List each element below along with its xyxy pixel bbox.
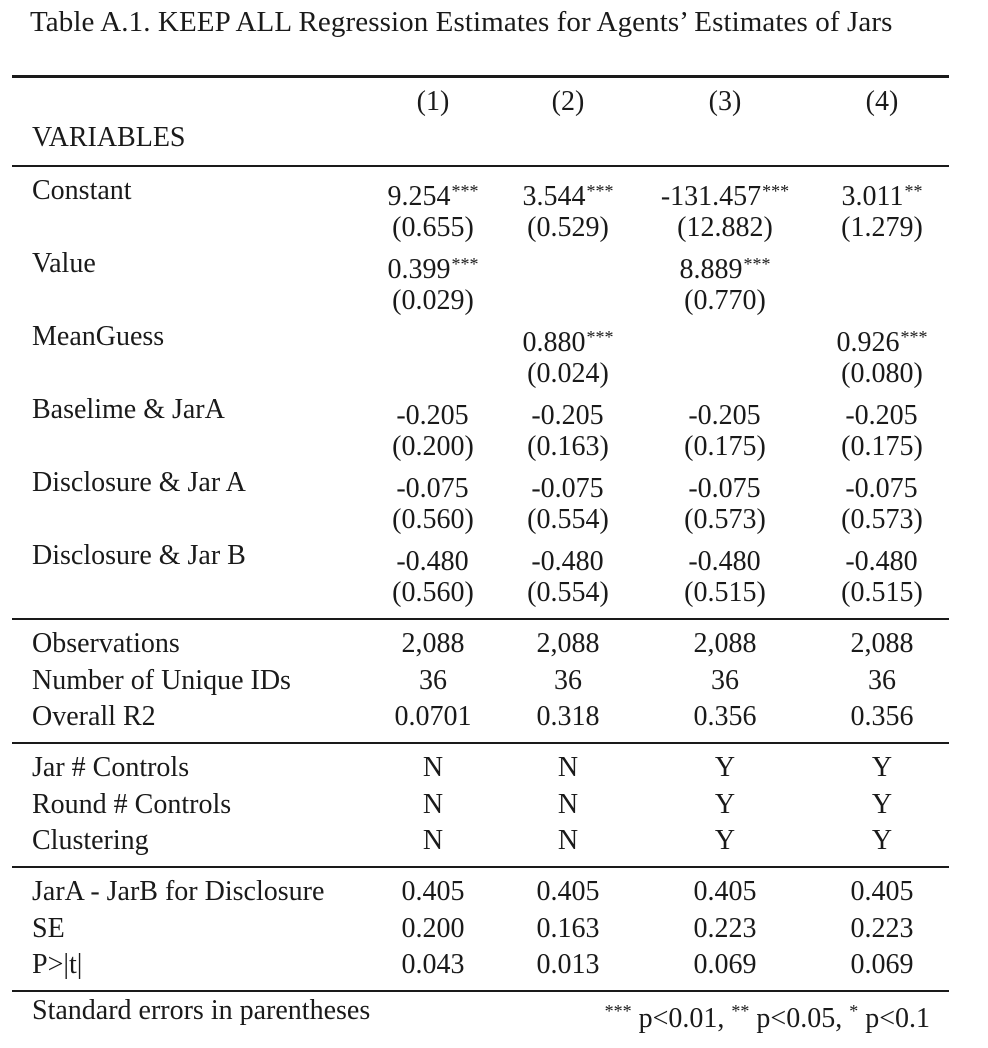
value-cell: Y	[714, 825, 736, 856]
coefficient-cell	[568, 246, 569, 282]
coefficient-cell	[396, 392, 469, 431]
standard-error-cell: (0.029)	[392, 284, 474, 316]
standard-error-cell: (0.655)	[392, 211, 474, 243]
value-cell: 0.223	[693, 912, 757, 944]
value-cell: Y	[871, 825, 893, 856]
coefficient-value: -0.205	[396, 400, 469, 431]
coefficient-cell	[522, 319, 614, 358]
coefficient-cell	[679, 246, 771, 285]
value-cell: 0.405	[850, 876, 914, 907]
coefficient-value: 0.399	[387, 254, 451, 285]
row-label: Clustering	[32, 825, 149, 856]
row-label: Observations	[32, 628, 180, 659]
coefficient-cell	[387, 246, 479, 285]
coefficient-cell	[688, 465, 761, 504]
coef-rule	[12, 618, 949, 620]
coefficient-cell	[688, 538, 761, 577]
coefficient-cell	[660, 173, 790, 212]
standard-error-cell: (12.882)	[677, 211, 773, 243]
value-cell: N	[422, 752, 444, 783]
standard-error-cell: (0.770)	[684, 284, 766, 316]
coefficient-value: -0.205	[688, 400, 761, 431]
coefficient-value: -0.075	[688, 473, 761, 504]
footnote-significance	[605, 993, 930, 1037]
footnote-standard-errors: Standard errors in parentheses	[32, 995, 371, 1026]
standard-error-cell: (0.573)	[841, 503, 923, 535]
coefficient-value: 0.926	[836, 327, 900, 358]
standard-error-cell: (0.175)	[841, 430, 923, 462]
row-label: Disclosure & Jar A	[32, 467, 246, 498]
column-header-2: (2)	[551, 86, 585, 117]
significance-stars: ***	[586, 181, 614, 201]
coefficient-cell	[882, 246, 883, 282]
footnote-p005: p<0.05,	[749, 1003, 850, 1034]
significance-stars: ***	[762, 181, 790, 201]
coefficient-cell	[433, 319, 434, 355]
value-cell: 0.0701	[394, 701, 472, 732]
coefficient-value: 9.254	[387, 181, 451, 212]
standard-error-cell: (0.515)	[841, 576, 923, 608]
coefficient-value: -0.075	[396, 473, 469, 504]
table-caption: Table A.1. KEEP ALL Regression Estimates for Agents’ Estimates of Jars	[30, 6, 893, 38]
footnote-p001: p<0.01,	[631, 1003, 732, 1034]
row-label: P>|t|	[32, 949, 83, 980]
coefficient-value: 0.880	[522, 327, 586, 358]
value-cell: 0.318	[536, 701, 600, 732]
significance-stars: ***	[451, 254, 479, 274]
significance-stars: ***	[743, 254, 771, 274]
footnote-star3: ***	[604, 1001, 632, 1021]
value-cell: 0.043	[401, 949, 465, 980]
value-cell: 0.405	[536, 876, 600, 907]
coefficient-value: 8.889	[679, 254, 743, 285]
row-label: Number of Unique IDs	[32, 664, 291, 696]
coefficient-value: -0.480	[688, 546, 761, 577]
coefficient-cell	[845, 538, 918, 577]
coefficient-cell	[725, 319, 726, 355]
coefficient-cell	[688, 392, 761, 431]
coefficient-cell	[845, 465, 918, 504]
value-cell: 36	[419, 664, 447, 696]
standard-error-cell: (0.163)	[527, 430, 609, 462]
standard-error-cell: (0.024)	[527, 357, 609, 389]
value-cell: 0.405	[401, 876, 465, 907]
value-cell: N	[422, 825, 444, 856]
standard-error-cell: (0.554)	[527, 576, 609, 608]
value-cell: 2,088	[536, 628, 600, 659]
coefficient-value: -0.480	[396, 546, 469, 577]
stats-rule	[12, 742, 949, 744]
row-label: Jar # Controls	[32, 752, 190, 783]
coefficient-cell	[531, 465, 604, 504]
value-cell: Y	[871, 752, 893, 783]
row-label: Disclosure & Jar B	[32, 540, 246, 571]
coefficient-value: -0.480	[845, 546, 918, 577]
standard-error-cell: (1.279)	[841, 211, 923, 243]
standard-error-cell: (0.515)	[684, 576, 766, 608]
value-cell: 36	[554, 664, 582, 696]
value-cell: 0.356	[693, 701, 757, 732]
variables-header: VARIABLES	[32, 122, 186, 153]
row-label: Value	[32, 248, 96, 279]
footnote-p01: p<0.1	[858, 1003, 930, 1034]
value-cell: 0.356	[850, 701, 914, 732]
coefficient-cell	[531, 538, 604, 577]
coefficient-value: -0.480	[531, 546, 604, 577]
bottom-rule	[12, 990, 949, 992]
value-cell: 2,088	[850, 628, 914, 659]
top-rule	[12, 75, 949, 78]
controls-rule	[12, 866, 949, 868]
value-cell: 0.405	[693, 876, 757, 907]
standard-error-cell: (0.175)	[684, 430, 766, 462]
value-cell: N	[422, 788, 444, 820]
header-rule	[12, 165, 949, 167]
coefficient-cell	[836, 319, 928, 358]
row-label: Baselime & JarA	[32, 394, 225, 425]
coefficient-value: -0.205	[845, 400, 918, 431]
value-cell: Y	[714, 788, 736, 820]
standard-error-cell: (0.200)	[392, 430, 474, 462]
footnote-star2: **	[731, 1001, 750, 1021]
coefficient-value: -0.205	[531, 400, 604, 431]
coefficient-value: -0.075	[845, 473, 918, 504]
row-label: Constant	[32, 175, 132, 206]
value-cell: Y	[714, 752, 736, 783]
coefficient-cell	[396, 538, 469, 577]
coefficient-value: -131.457	[660, 181, 762, 212]
coefficient-cell	[841, 173, 923, 212]
column-header-1: (1)	[416, 86, 450, 117]
row-label: JarA - JarB for Disclosure	[32, 876, 325, 907]
standard-error-cell: (0.560)	[392, 576, 474, 608]
coefficient-value: 3.011	[841, 181, 904, 212]
row-label: SE	[32, 912, 65, 944]
coefficient-value: -0.075	[531, 473, 604, 504]
value-cell: 0.163	[536, 912, 600, 944]
row-label: MeanGuess	[32, 321, 165, 352]
standard-error-cell: (0.080)	[841, 357, 923, 389]
row-label: Round # Controls	[32, 788, 232, 820]
value-cell: 2,088	[401, 628, 465, 659]
standard-error-cell: (0.573)	[684, 503, 766, 535]
significance-stars: ***	[451, 181, 479, 201]
footnote-star1: *	[849, 1001, 859, 1021]
value-cell: N	[557, 788, 579, 820]
column-header-3: (3)	[708, 86, 742, 117]
value-cell: 0.069	[693, 949, 757, 980]
standard-error-cell: (0.560)	[392, 503, 474, 535]
value-cell: 36	[711, 664, 739, 696]
value-cell: Y	[871, 788, 893, 820]
significance-stars: **	[904, 181, 923, 201]
value-cell: 2,088	[693, 628, 757, 659]
coefficient-value: 3.544	[522, 181, 586, 212]
coefficient-cell	[531, 392, 604, 431]
value-cell: N	[557, 825, 579, 856]
row-label: Overall R2	[32, 701, 156, 732]
value-cell: 36	[868, 664, 896, 696]
standard-error-cell: (0.529)	[527, 211, 609, 243]
value-cell: 0.069	[850, 949, 914, 980]
coefficient-cell	[396, 465, 469, 504]
standard-error-cell: (0.554)	[527, 503, 609, 535]
value-cell: N	[557, 752, 579, 783]
column-header-4: (4)	[865, 86, 899, 117]
significance-stars: ***	[586, 327, 614, 347]
coefficient-cell	[522, 173, 614, 212]
significance-stars: ***	[900, 327, 928, 347]
coefficient-cell	[845, 392, 918, 431]
value-cell: 0.200	[401, 912, 465, 944]
value-cell: 0.223	[850, 912, 914, 944]
value-cell: 0.013	[536, 949, 600, 980]
coefficient-cell	[387, 173, 479, 212]
